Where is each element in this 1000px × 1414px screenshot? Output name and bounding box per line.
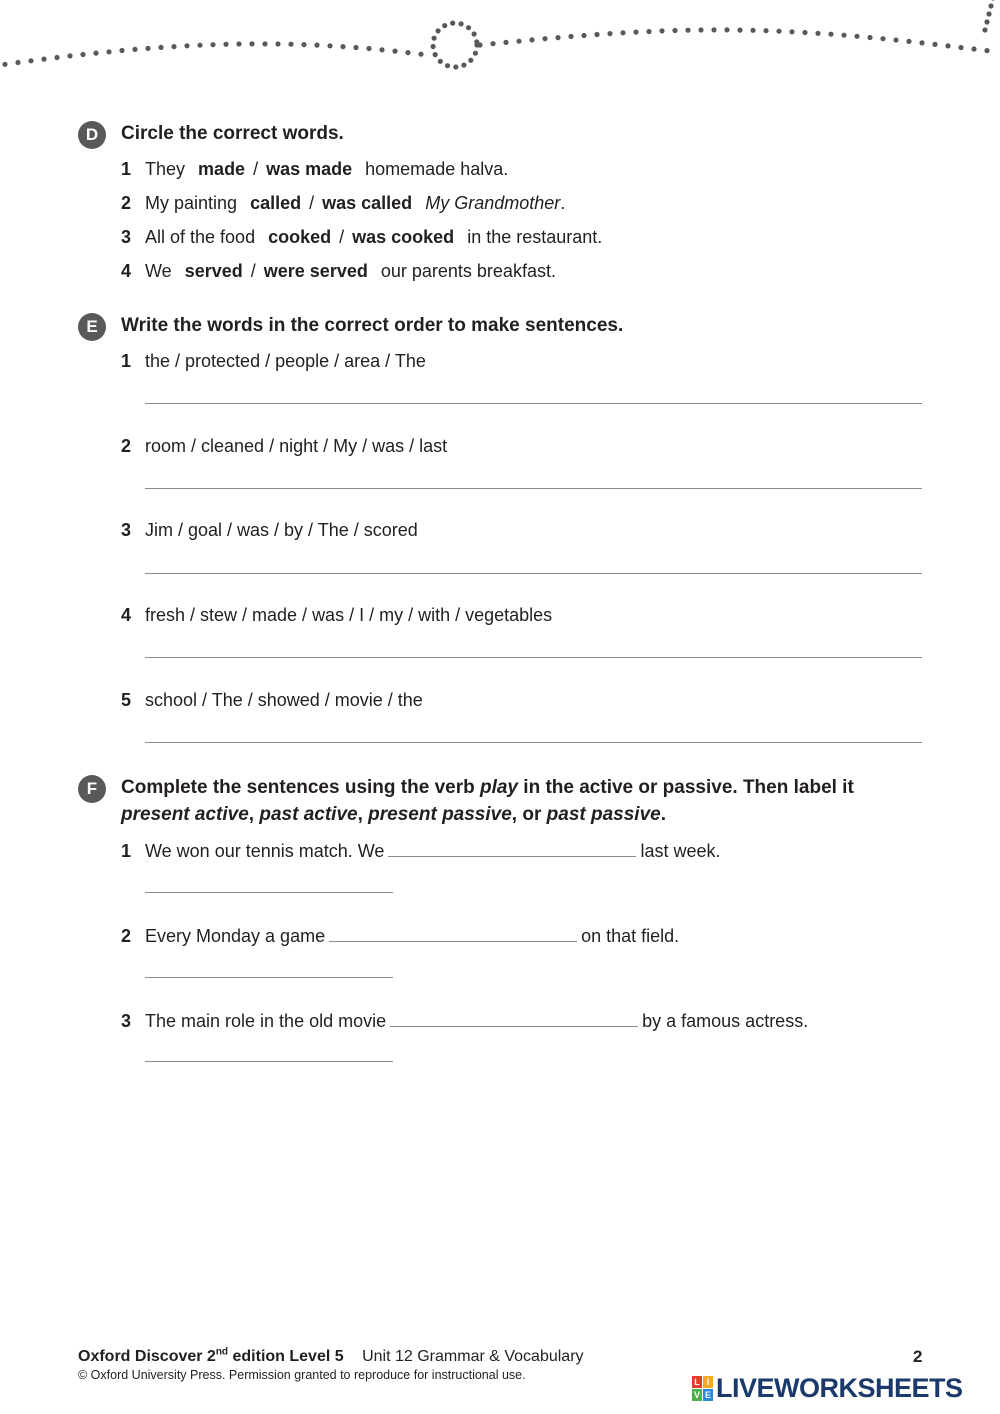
decor-dot (197, 43, 202, 48)
section-e-badge (78, 313, 106, 341)
decor-dot (568, 34, 573, 39)
choice-option-1[interactable]: cooked (268, 227, 332, 247)
title-part-1: Complete the sentences using the verb (121, 777, 475, 798)
page-number: 2 (913, 1347, 923, 1366)
item-text-after: on that field. (581, 926, 680, 946)
decor-dot (366, 46, 371, 51)
decor-dot (958, 45, 963, 50)
item-words: the / protected / people / area / The (145, 351, 426, 371)
item-words: school / The / showed / movie / the (145, 690, 423, 710)
decor-dot (461, 63, 466, 68)
decor-dot (158, 45, 163, 50)
section-d-item-4: 4 We served / were served our parents breakfast. (121, 261, 556, 281)
book-title (78, 1348, 344, 1365)
decor-dot (236, 41, 241, 46)
decor-dot (659, 28, 664, 33)
section-d-item-2: 2 My painting called / was called My Grandmother. (121, 193, 566, 213)
item-text-after: by a famous actress. (642, 1011, 809, 1031)
copyright-notice: © Oxford University Press. Permission granted to reproduce for instructional use. (78, 1368, 526, 1382)
section-d-badge (78, 121, 106, 149)
decor-dot (432, 36, 437, 41)
decor-dot (477, 42, 482, 47)
decor-dot (815, 31, 820, 36)
item-number: 4 (121, 261, 132, 281)
decor-dot (275, 41, 280, 46)
book-name: Oxford Discover 2 (78, 1348, 216, 1366)
decor-dot (990, 0, 995, 1)
dotted-swirl-decoration (0, 0, 1000, 110)
decor-dot (450, 21, 455, 26)
decor-dot (433, 52, 438, 57)
decor-dot (171, 44, 176, 49)
decor-dot (542, 36, 547, 41)
item-number: 3 (121, 227, 132, 247)
decor-dot (436, 28, 441, 33)
decor-dot (106, 49, 111, 54)
brand-name: LIVEWORKSHEETS (716, 1373, 963, 1403)
label-line-f2[interactable] (145, 977, 393, 978)
book-superscript: nd (215, 1347, 229, 1358)
section-f-badge (78, 775, 106, 803)
item-text-after: our parents breakfast. (380, 261, 556, 281)
title-period: . (660, 804, 666, 825)
separator: , (357, 804, 363, 825)
decor-dot (711, 27, 716, 32)
choice-option-2[interactable]: were served (263, 261, 368, 281)
choice-option-1[interactable]: called (250, 193, 302, 213)
decor-dot (54, 55, 59, 60)
decor-dot (737, 28, 742, 33)
brand-mark-icon (692, 1376, 713, 1401)
decor-dot (353, 45, 358, 50)
decor-dot (724, 27, 729, 32)
item-text-before: The main role in the old movie (145, 1011, 387, 1031)
title-verb: play (479, 777, 519, 798)
decor-dot (789, 29, 794, 34)
decor-dot (919, 40, 924, 45)
section-f-item-3 (121, 1010, 808, 1032)
section-f-title (121, 774, 921, 828)
decor-dot (442, 23, 447, 28)
item-number: 3 (121, 1011, 132, 1031)
item-text-after: . (560, 193, 566, 213)
fill-blank[interactable] (390, 1010, 638, 1027)
decor-dot (854, 34, 859, 39)
decor-dot (80, 52, 85, 57)
label-option-1: present active (121, 804, 249, 825)
decor-dot (620, 30, 625, 35)
brand-tile: I (703, 1376, 713, 1388)
book-edition: edition Level 5 (232, 1348, 344, 1366)
decor-dot (828, 32, 833, 37)
footer-book-info (78, 1347, 584, 1366)
section-f-item-1 (121, 840, 721, 862)
decor-dot (28, 58, 33, 63)
answer-line-e1[interactable] (145, 403, 922, 404)
brand-tile: E (704, 1389, 711, 1400)
decor-dot (67, 53, 72, 58)
decor-dot (314, 43, 319, 48)
separator: , (248, 804, 255, 825)
decor-dot (490, 41, 495, 46)
decor-dot (988, 3, 993, 8)
decor-dot (249, 41, 254, 46)
item-number: 3 (121, 520, 132, 540)
decor-dot (776, 29, 781, 34)
decor-dot (466, 25, 471, 30)
label-line-f3[interactable] (145, 1061, 393, 1062)
item-words: room / cleaned / night / My / was / last (145, 436, 448, 456)
decor-dot (327, 43, 332, 48)
section-d-letter: D (85, 125, 99, 144)
item-words: fresh / stew / made / was / I / my / with / vegetables (145, 605, 553, 625)
decor-dot (982, 27, 987, 32)
title-part-2: in the active or passive. Then label it (523, 777, 854, 798)
decor-dot (145, 46, 150, 51)
item-number: 1 (121, 159, 132, 179)
section-d-item-1: 1 They made / was made homemade halva. (121, 159, 509, 179)
section-e-title: Write the words in the correct order to make sentences. (121, 315, 624, 336)
decor-dot (418, 52, 423, 57)
decor-dot (473, 51, 478, 56)
decor-dot (223, 42, 228, 47)
item-text-before: My painting (145, 193, 238, 213)
section-e-item-2 (121, 436, 447, 457)
section-e-item-3 (121, 520, 418, 541)
brand-tile: L (692, 1376, 702, 1388)
item-number: 2 (121, 436, 132, 456)
item-text-before: They (145, 159, 186, 179)
decor-dot (41, 57, 46, 62)
decor-dot (503, 40, 508, 45)
item-text-after: in the restaurant. (467, 227, 603, 247)
item-number: 2 (121, 926, 132, 946)
decor-dot (445, 63, 450, 68)
decor-dot (906, 39, 911, 44)
item-text-before: All of the food (145, 227, 256, 247)
answer-line-e4[interactable] (145, 657, 922, 658)
decor-dot (262, 41, 267, 46)
decor-dot (867, 35, 872, 40)
decor-dot (750, 28, 755, 33)
decor-dot (633, 29, 638, 34)
item-text-before: Every Monday a game (145, 926, 326, 946)
decor-dot (685, 28, 690, 33)
item-text-italic: My Grandmother (425, 193, 561, 213)
or-word: , or (511, 804, 542, 825)
decor-dot (119, 48, 124, 53)
item-number: 2 (121, 193, 132, 213)
decor-dot (984, 19, 989, 24)
decor-dot (880, 36, 885, 41)
section-e-item-5 (121, 690, 423, 711)
decor-dot (581, 33, 586, 38)
liveworksheets-logo (692, 1373, 963, 1403)
decor-dot (405, 50, 410, 55)
decor-dot (210, 42, 215, 47)
decor-dot (529, 37, 534, 42)
fill-blank[interactable] (329, 925, 577, 942)
item-number: 4 (121, 605, 132, 625)
decor-dot (932, 42, 937, 47)
label-line-f1[interactable] (145, 892, 393, 893)
choice-option-2[interactable]: was called (322, 193, 413, 213)
label-option-4: past passive (546, 804, 661, 825)
decor-dot (93, 51, 98, 56)
item-text-before: We won our tennis match. We (145, 841, 385, 861)
answer-line-e3[interactable] (145, 573, 922, 574)
decor-dot (340, 44, 345, 49)
decor-dot (555, 35, 560, 40)
decor-dot (672, 28, 677, 33)
section-f-letter: F (86, 779, 98, 798)
section-e-item-4 (121, 605, 552, 626)
section-f-item-2 (121, 925, 679, 947)
section-d-item-3: 3 All of the food cooked / was cooked in the restaurant. (121, 227, 603, 247)
choice-option-2[interactable]: was made (266, 159, 353, 179)
item-words: Jim / goal / was / by / The / scored (145, 520, 418, 540)
decor-dot (698, 27, 703, 32)
decor-dot (472, 31, 477, 36)
decor-dot (184, 43, 189, 48)
label-option-2: past active (259, 804, 358, 825)
brand-tile: V (693, 1389, 700, 1400)
decor-dot (288, 42, 293, 47)
decor-dot (453, 64, 458, 69)
decor-dot (379, 47, 384, 52)
decor-dot (431, 44, 436, 49)
decor-dot (945, 43, 950, 48)
decor-dot (392, 49, 397, 54)
item-text-after: last week. (640, 841, 721, 861)
decor-dot (893, 37, 898, 42)
decor-dot (438, 59, 443, 64)
unit-label: Unit 12 Grammar & Vocabulary (362, 1348, 584, 1366)
item-number: 1 (121, 351, 132, 371)
label-option-3: present passive (368, 804, 512, 825)
decor-dot (2, 62, 7, 67)
item-number: 5 (121, 690, 132, 710)
decor-dot (971, 46, 976, 51)
decor-dot (594, 32, 599, 37)
item-number: 1 (121, 841, 132, 861)
dot-group (2, 0, 995, 70)
section-e-letter: E (86, 317, 98, 336)
item-text-after: homemade halva. (365, 159, 509, 179)
answer-line-e5[interactable] (145, 742, 922, 743)
decor-dot (984, 48, 989, 53)
decor-dot (516, 39, 521, 44)
answer-line-e2[interactable] (145, 488, 922, 489)
decor-dot (459, 21, 464, 26)
section-d-title: Circle the correct words. (121, 123, 344, 144)
choice-option-1[interactable]: served (184, 261, 243, 281)
decor-dot (607, 31, 612, 36)
decor-dot (841, 33, 846, 38)
decor-dot (646, 29, 651, 34)
fill-blank[interactable] (388, 840, 636, 857)
decor-dot (986, 11, 991, 16)
section-e-item-1 (121, 351, 426, 372)
decor-dot (802, 30, 807, 35)
choice-option-1[interactable]: made (198, 159, 246, 179)
decor-dot (763, 28, 768, 33)
item-text-before: We (145, 261, 172, 281)
choice-option-2[interactable]: was cooked (352, 227, 455, 247)
decor-dot (468, 58, 473, 63)
decor-dot (15, 60, 20, 65)
decor-dot (301, 42, 306, 47)
decor-dot (132, 47, 137, 52)
